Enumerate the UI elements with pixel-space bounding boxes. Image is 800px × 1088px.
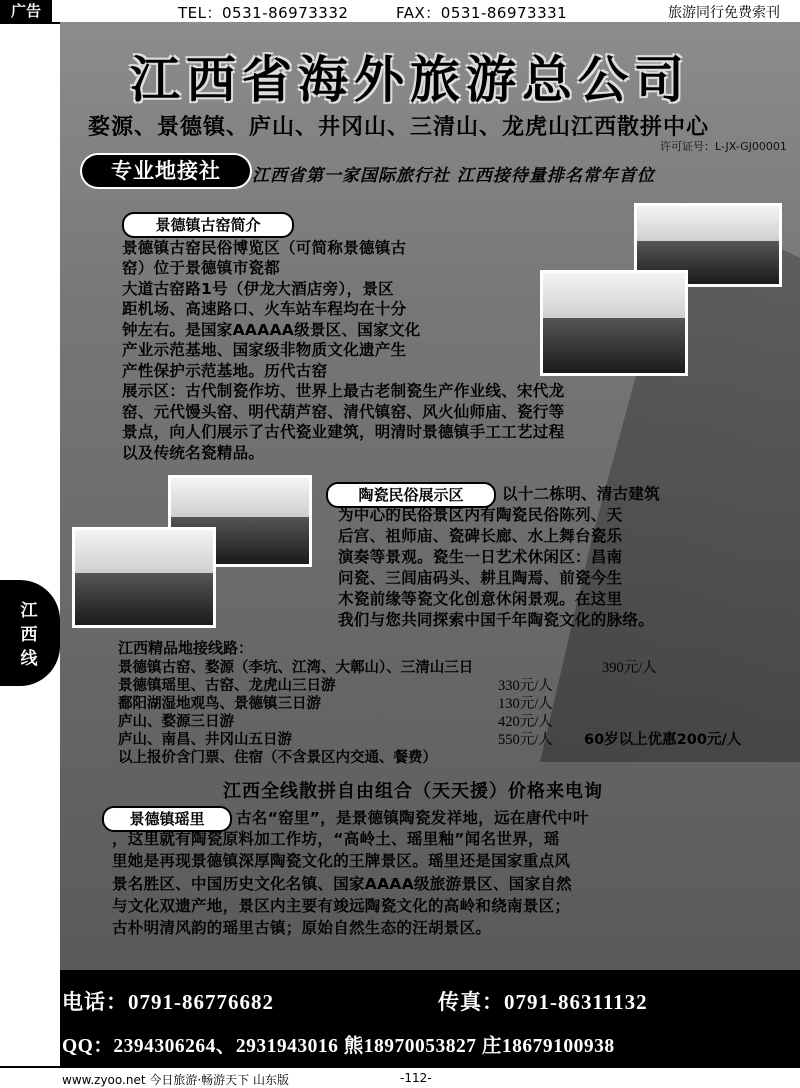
header-fax: FAX：0531-86973331 bbox=[396, 4, 568, 22]
yaoli-line: 里她是再现景德镇深厚陶瓷文化的王牌景区。瑶里还是国家重点风 bbox=[112, 852, 571, 870]
yaoli-line: 景名胜区、中国历史文化名镇、国家AAAA级旅游景区、国家自然 bbox=[112, 875, 572, 893]
company-subtitle: 婺源、景德镇、庐山、井冈山、三清山、龙虎山江西散拼中心 bbox=[88, 115, 710, 140]
kiln-line: 大道古窑路1号（伊龙大酒店旁），景区 bbox=[122, 280, 394, 298]
kiln-line: 以及传统名瓷精品。 bbox=[122, 444, 265, 462]
contact-phone: 电话：0791-86776682 bbox=[62, 990, 274, 1014]
route-name: 庐山、南昌、井冈山五日游 bbox=[118, 732, 292, 748]
yaoli-line: ，这里就有陶瓷原料加工作坊，“高岭土、瑶里釉”闻名世界，瑶 bbox=[112, 830, 560, 848]
route-name: 庐山、婺源三日游 bbox=[118, 714, 234, 730]
kiln-line: 景点，向人们展示了古代瓷业建筑，明清时景德镇手工工艺过程 bbox=[122, 423, 565, 441]
footer bbox=[0, 1066, 800, 1088]
folk-line: 以十二栋明、清古建筑 bbox=[502, 485, 661, 503]
label-folk-exhibit: 陶瓷民俗展示区 bbox=[326, 482, 496, 508]
folk-line: 我们与您共同探索中国千年陶瓷文化的脉络。 bbox=[338, 611, 655, 629]
route-price: 330元/人 bbox=[498, 678, 553, 694]
contact-fax: 传真：0791-86311132 bbox=[438, 990, 648, 1014]
company-tagline: 江西省第一家国际旅行社 江西接待量排名常年首位 bbox=[252, 166, 655, 186]
route-note: 60岁以上优惠200元/人 bbox=[584, 732, 742, 748]
routes-footnote: 以上报价含门票、住宿（不含景区内交通、餐费） bbox=[118, 750, 437, 766]
company-name: 江西省海外旅游总公司 bbox=[130, 51, 690, 109]
label-kiln-intro: 景德镇古窑简介 bbox=[122, 212, 294, 238]
route-price: 420元/人 bbox=[498, 714, 553, 730]
kiln-line: 窑、元代馒头窑、明代葫芦窑、清代镇窑、风火仙师庙、瓷行等 bbox=[122, 403, 565, 421]
header-tel: TEL：0531-86973332 bbox=[178, 4, 349, 22]
promo-line: 江西全线散拼自由组合（天天援）价格来电询 bbox=[223, 781, 603, 802]
side-tab bbox=[0, 580, 60, 686]
route-price: 390元/人 bbox=[602, 660, 657, 676]
yaoli-line: 古朴明清风韵的瑶里古镇；原始自然生态的汪胡景区。 bbox=[112, 919, 492, 937]
kiln-line: 产性保护示范基地。历代古窑 bbox=[122, 362, 328, 380]
side-tab-char: 西 bbox=[20, 625, 38, 645]
photo-pavilion bbox=[540, 270, 688, 376]
kiln-line: 产业示范基地、国家级非物质文化遗产生 bbox=[122, 341, 407, 359]
kiln-line: 钟左右。是国家AAAAA级景区、国家文化 bbox=[122, 321, 421, 339]
contact-qq: QQ：2394306264、2931943016 熊18970053827 庄18679100938 bbox=[62, 1036, 615, 1057]
folk-line: 木瓷前缘等瓷文化创意休闲景观。在这里 bbox=[338, 590, 623, 608]
ad-tag: 广告 bbox=[0, 0, 52, 22]
badge-local-agency: 专业地接社 bbox=[82, 155, 250, 187]
route-price: 130元/人 bbox=[498, 696, 553, 712]
kiln-line: 窑）位于景德镇市瓷都 bbox=[122, 259, 281, 277]
folk-line: 后宫、祖师庙、瓷碑长廊、水上舞台瓷乐 bbox=[338, 527, 623, 545]
page-number: -112- bbox=[400, 1071, 432, 1085]
kiln-line: 距机场、高速路口、火车站车程均在十分 bbox=[122, 300, 407, 318]
route-name: 景德镇古窑、婺源（李坑、江湾、大鄣山）、三清山三日 bbox=[118, 660, 474, 676]
kiln-line: 景德镇古窑民俗博览区（可简称景德镇古 bbox=[122, 239, 407, 257]
kiln-line: 展示区：古代制瓷作坊、世界上最古老制瓷生产作业线、宋代龙 bbox=[122, 382, 565, 400]
yaoli-line: 古名“窑里”，是景德镇陶瓷发祥地，远在唐代中叶 bbox=[236, 809, 589, 827]
yaoli-line: 与文化双遗产地，景区内主要有竣远陶瓷文化的高岭和绕南景区； bbox=[112, 897, 571, 915]
top-bar bbox=[0, 0, 800, 24]
routes-heading: 江西精品地接线路： bbox=[118, 639, 254, 657]
license-number: 许可证号：L-JX-GJ00001 bbox=[660, 140, 787, 153]
photo-mountain-village bbox=[72, 527, 216, 628]
route-price: 550元/人 bbox=[498, 732, 553, 748]
folk-line: 问瓷、三闾庙码头、耕且陶焉、前瓷今生 bbox=[338, 569, 623, 587]
side-tab-char: 江 bbox=[20, 601, 38, 621]
folk-line: 为中心的民俗景区内有陶瓷民俗陈列、天 bbox=[338, 506, 623, 524]
route-name: 景德镇瑶里、古窑、龙虎山三日游 bbox=[118, 678, 336, 694]
footer-site: www.zyoo.net 今日旅游·畅游天下 山东版 bbox=[62, 1073, 289, 1087]
header-index: 旅游同行免费索刊 bbox=[668, 5, 780, 21]
side-tab-char: 线 bbox=[20, 649, 38, 669]
route-name: 鄱阳湖湿地观鸟、景德镇三日游 bbox=[118, 696, 321, 712]
label-yaoli: 景德镇瑶里 bbox=[102, 806, 232, 832]
folk-line: 演奏等景观。瓷生一日艺术休闲区：昌南 bbox=[338, 548, 623, 566]
